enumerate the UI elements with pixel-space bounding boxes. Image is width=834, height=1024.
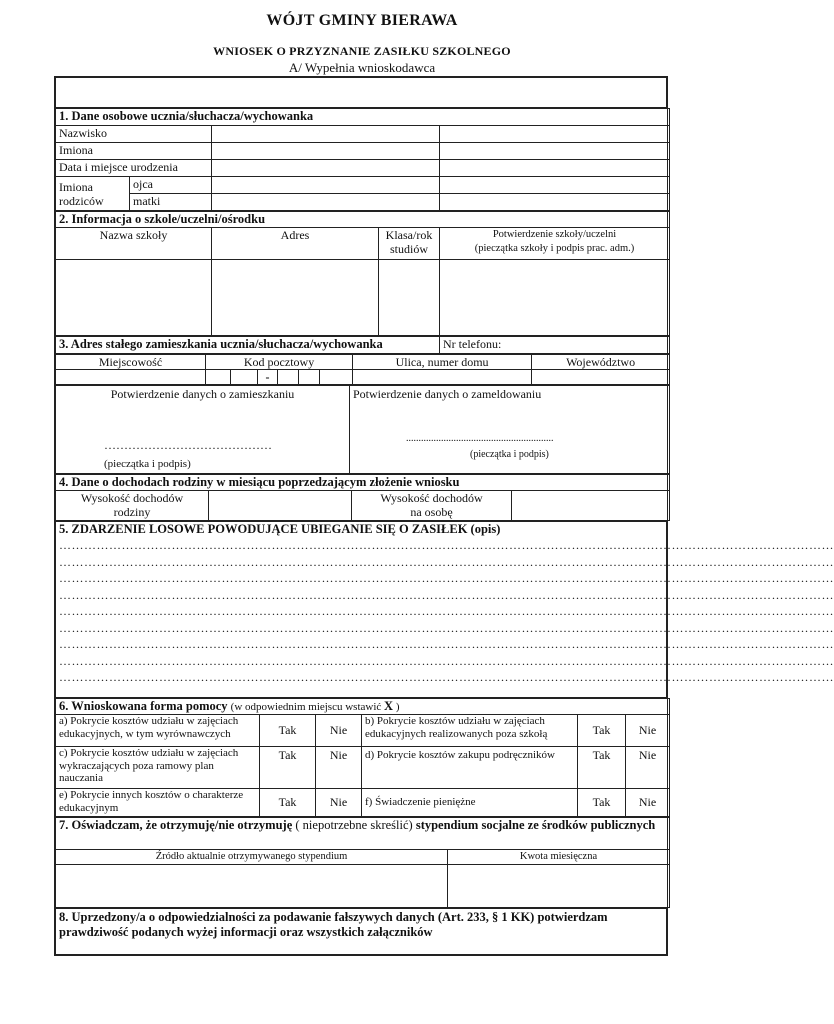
option-b-yes[interactable]: Tak [578, 715, 626, 747]
father-field-1[interactable] [212, 177, 440, 194]
section7-heading-a: 7. Oświadczam, że otrzymuję/nie otrzymuję [59, 818, 293, 832]
school-name-field[interactable] [56, 260, 212, 336]
option-d-yes[interactable]: Tak [578, 747, 626, 789]
event-dotline-7: …………………………………………………………………………………………………………………………………………………………………… [59, 637, 834, 651]
option-e-label: e) Pokrycie innych kosztów o charakterze edukacyjnym [56, 789, 260, 817]
section1-table [55, 108, 670, 211]
class-field[interactable] [379, 260, 440, 336]
surname-field-2[interactable] [440, 126, 670, 143]
mother-field-2[interactable] [440, 194, 670, 211]
postal-dash: - [258, 370, 278, 385]
school-confirm-header [440, 228, 670, 260]
section2-heading: 2. Informacja o szkole/uczelni/ośrodku [56, 212, 670, 228]
option-d-label: d) Pokrycie kosztów zakupu podręczników [362, 747, 578, 789]
province-header: Województwo [532, 355, 670, 370]
option-f-label: f) Świadczenie pieniężne [362, 789, 578, 817]
city-header: Miejscowość [56, 355, 206, 370]
form-authority-title: WÓJT GMINY BIERAWA [266, 12, 458, 29]
class-header [379, 228, 440, 260]
option-c-no[interactable]: Nie [316, 747, 362, 789]
city-field[interactable] [56, 370, 206, 385]
section3-heading-table [55, 336, 670, 354]
postal-header: Kod pocztowy [206, 355, 353, 370]
scholarship-source-header: Źródło aktualnie otrzymywanego stypendium [56, 850, 448, 865]
scholarship-source-field[interactable] [56, 865, 448, 908]
per-person-income-label [352, 491, 512, 521]
section6-heading: 6. Wnioskowana forma pomocy [59, 699, 228, 713]
section7-heading-c: stypendium socjalne ze środków publicznych [415, 818, 656, 832]
parents-label [56, 177, 130, 211]
family-income-label [56, 491, 209, 521]
option-c-yes[interactable]: Tak [260, 747, 316, 789]
option-d-no[interactable]: Nie [626, 747, 670, 789]
event-description-box[interactable] [56, 522, 834, 698]
section8-declaration: 8. Uprzedzony/a o odpowiedzialności za podawanie fałszywych danych (Art. 233, § 1 KK) potwierdzam prawdziwość podanych wyżej informacji oraz wszystkich załączników [56, 909, 667, 955]
residence-confirm-label: Potwierdzenie danych o zamieszkaniu [110, 387, 295, 401]
section4-table [55, 474, 670, 521]
birth-label: Data i miejsce urodzenia [56, 160, 212, 177]
option-f-yes[interactable]: Tak [578, 789, 626, 817]
school-confirm-line1: Potwierdzenie szkoły/uczelni [492, 229, 617, 240]
per-person-income-field[interactable] [512, 491, 670, 521]
section3-heading: 3. Adres stałego zamieszkania ucznia/słuchacza/wychowanka [56, 337, 440, 354]
postal-digit-1[interactable] [206, 370, 231, 385]
school-name-header: Nazwa szkoły [56, 228, 212, 260]
names-field-2[interactable] [440, 143, 670, 160]
names-label: Imiona [56, 143, 212, 160]
section6-table [55, 698, 670, 817]
street-field[interactable] [353, 370, 532, 385]
street-header: Ulica, numer domu [353, 355, 532, 370]
event-dotline-1: …………………………………………………………………………………………………………………………………………………………………… [59, 538, 834, 552]
section2-table [55, 211, 670, 336]
scholarship-amount-header: Kwota miesięczna [448, 850, 670, 865]
section3-address-table [55, 354, 670, 385]
form-title: WNIOSEK O PRZYZNANIE ZASIŁKU SZKOLNEGO [213, 44, 511, 58]
per-person-line1: Wysokość dochodów [380, 491, 483, 505]
registration-confirm-label: Potwierdzenie danych o zameldowaniu [353, 387, 542, 401]
option-a-no[interactable]: Nie [316, 715, 362, 747]
option-e-yes[interactable]: Tak [260, 789, 316, 817]
postal-digit-5[interactable] [320, 370, 353, 385]
event-dotline-8: …………………………………………………………………………………………………………………………………………………………………… [59, 653, 834, 668]
family-income-line2: rodziny [113, 505, 151, 519]
postal-digit-2[interactable] [231, 370, 258, 385]
birth-field-2[interactable] [440, 160, 670, 177]
class-header-line1: Klasa/rok [385, 228, 433, 242]
mother-label: matki [130, 194, 212, 211]
names-field-1[interactable] [212, 143, 440, 160]
section7-table [55, 817, 670, 908]
event-dotline-5: …………………………………………………………………………………………………………………………………………………………………… [59, 604, 834, 618]
section5-table [55, 521, 834, 698]
school-address-header: Adres [212, 228, 379, 260]
parents-label-line2: rodziców [59, 193, 104, 208]
section4-heading: 4. Dane o dochodach rodziny w miesiącu poprzedzającym złożenie wniosku [56, 475, 670, 491]
option-b-label: b) Pokrycie kosztów udziału w zajęciach edukacyjnych realizowanych poza szkołą [362, 715, 578, 747]
section3-confirm-table [55, 385, 670, 474]
application-form [54, 76, 834, 956]
option-c-label: c) Pokrycie kosztów udziału w zajęciach wykraczających poza ramowy plan nauczania [56, 747, 260, 789]
option-a-yes[interactable]: Tak [260, 715, 316, 747]
residence-sig-dots: …………………………………… [104, 438, 272, 452]
registration-sig-dots: ........................................................... [406, 433, 554, 444]
option-a-label: a) Pokrycie kosztów udziału w zajęciach edukacyjnych, w tym wyrównawczych [56, 715, 260, 747]
top-blank-table [55, 77, 667, 108]
school-confirm-field[interactable] [440, 260, 670, 336]
event-dotline-6: …………………………………………………………………………………………………………………………………………………………………… [59, 620, 834, 635]
event-dotline-9: …………………………………………………………………………………………………………………………………………………………………… [59, 670, 834, 684]
option-f-no[interactable]: Nie [626, 789, 670, 817]
family-income-line1: Wysokość dochodów [80, 491, 184, 505]
section5-heading: 5. ZDARZENIE LOSOWE POWODUJĄCE UBIEGANIE SIĘ O ZASIŁEK (opis) [59, 522, 501, 536]
option-e-no[interactable]: Nie [316, 789, 362, 817]
school-address-field[interactable] [212, 260, 379, 336]
section6-hint-post: ) [393, 701, 400, 713]
registration-confirm-box[interactable] [350, 386, 670, 474]
postal-digit-3[interactable] [278, 370, 299, 385]
mother-field-1[interactable] [212, 194, 440, 211]
event-dotline-2: …………………………………………………………………………………………………………………………………………………………………… [59, 554, 834, 569]
section7-heading-b: ( niepotrzebne skreślić) [292, 818, 416, 832]
event-dotline-4: …………………………………………………………………………………………………………………………………………………………………… [59, 587, 834, 602]
section7-heading-cell [56, 818, 670, 850]
section6-heading-cell [56, 699, 670, 715]
postal-digit-4[interactable] [299, 370, 320, 385]
per-person-line2: na osobę [410, 505, 453, 519]
scholarship-amount-field[interactable] [448, 865, 670, 908]
father-field-2[interactable] [440, 177, 670, 194]
parents-label-line1: Imiona [59, 179, 93, 194]
section6-hint-x: X [384, 699, 394, 713]
fill-note: A/ Wypełnia wnioskodawca [288, 60, 436, 75]
surname-field-1[interactable] [212, 126, 440, 143]
registration-sig-label: (pieczątka i podpis) [470, 449, 549, 460]
section1-heading: 1. Dane osobowe ucznia/słuchacza/wychowanka [56, 109, 670, 126]
surname-label: Nazwisko [56, 126, 212, 143]
residence-confirm-box[interactable] [56, 386, 350, 474]
class-header-line2: studiów [389, 242, 428, 256]
event-dotline-3: …………………………………………………………………………………………………………………………………………………………………… [59, 571, 834, 585]
school-confirm-line2: (pieczątka szkoły i podpis prac. adm.) [474, 243, 635, 254]
birth-field-1[interactable] [212, 160, 440, 177]
family-income-field[interactable] [209, 491, 352, 521]
father-label: ojca [130, 177, 212, 194]
section6-hint-pre: (w odpowiednim miejscu wstawić [230, 701, 385, 713]
section8-table [55, 908, 667, 955]
top-blank-cell[interactable] [56, 78, 667, 108]
option-b-no[interactable]: Nie [626, 715, 670, 747]
residence-sig-label: (pieczątka i podpis) [104, 458, 191, 470]
phone-label: Nr telefonu: [440, 337, 670, 354]
province-field[interactable] [532, 370, 670, 385]
